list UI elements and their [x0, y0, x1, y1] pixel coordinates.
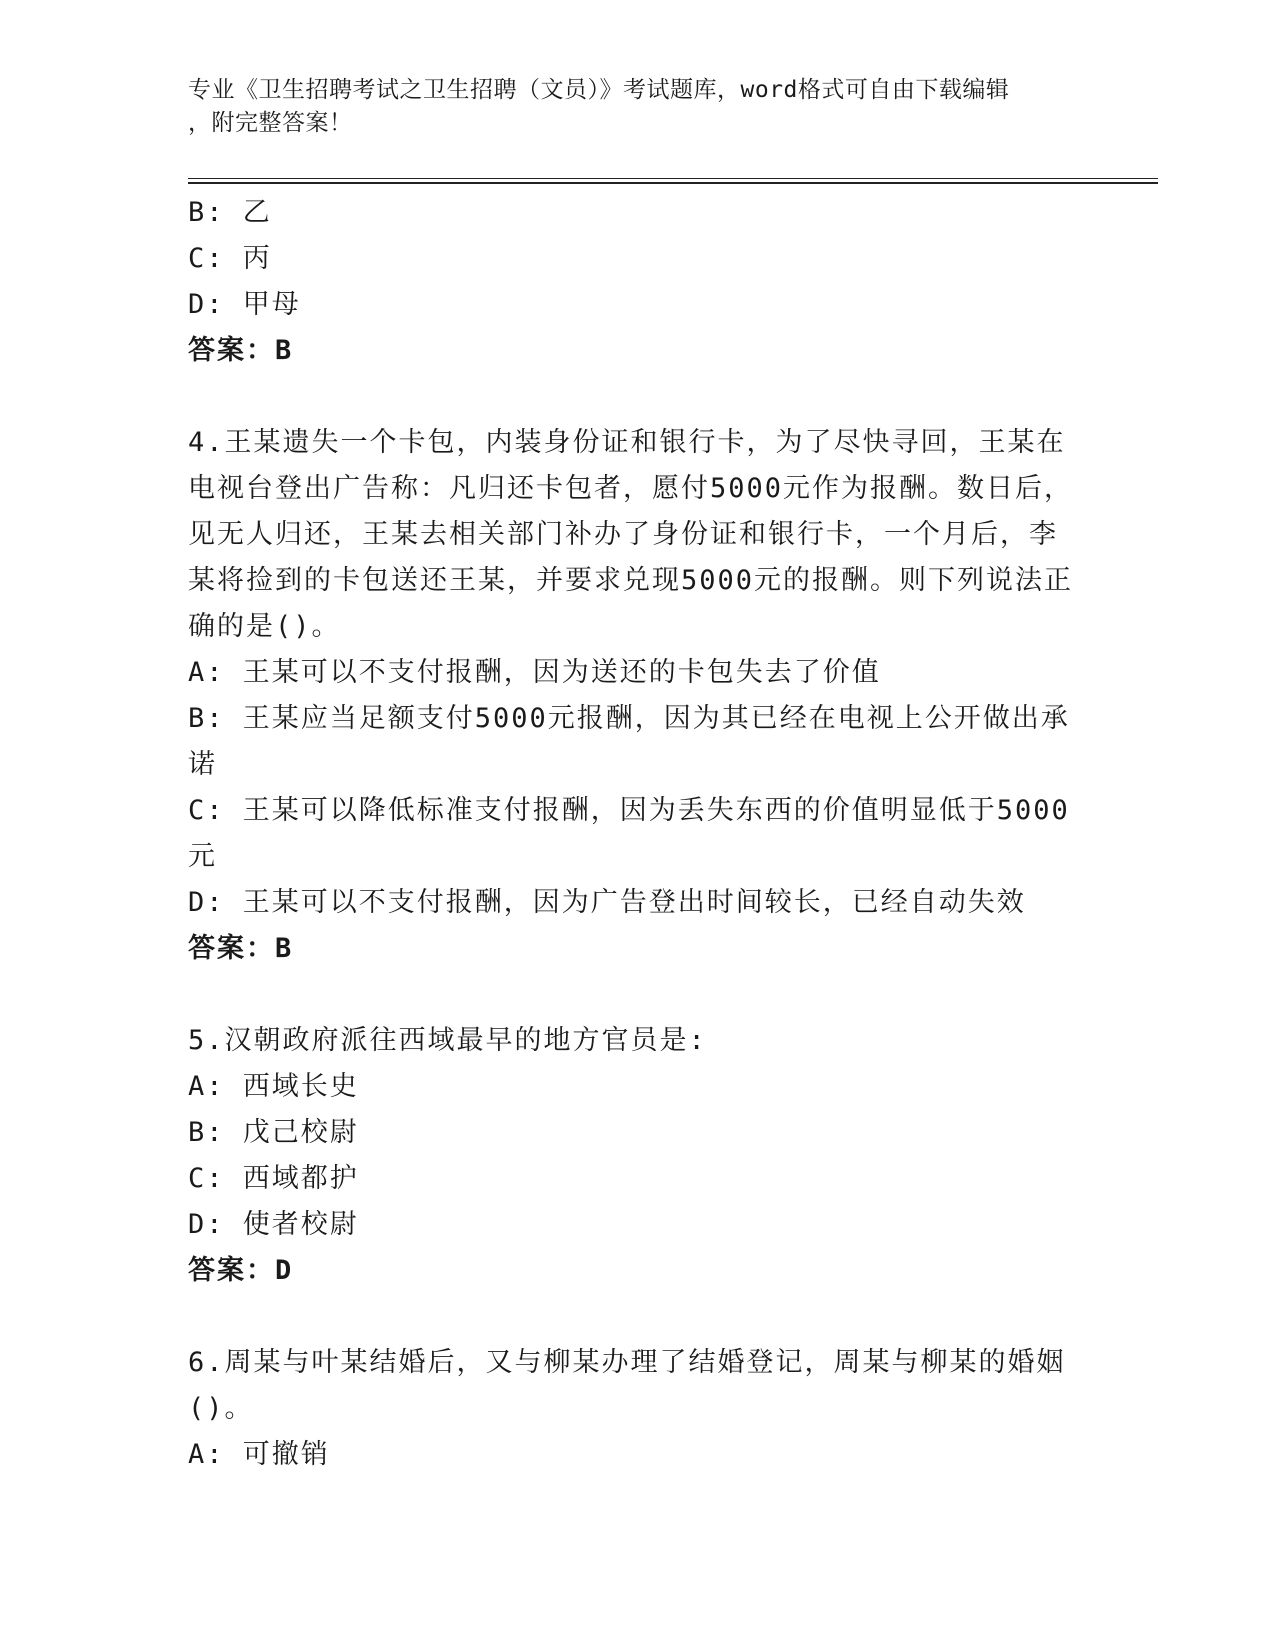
option-d: D: 甲母: [188, 289, 301, 320]
option-b: B: 戊己校尉: [188, 1117, 359, 1148]
option-d: D: 使者校尉: [188, 1209, 359, 1240]
spacer: [188, 1294, 1078, 1340]
question-stem-line: 确的是()。: [188, 611, 341, 642]
spacer: [188, 972, 1078, 1018]
header-line-1: 专业《卫生招聘考试之卫生招聘（文员）》考试题库，word格式可自由下载编辑: [188, 77, 1010, 103]
question-6: [188, 1340, 1078, 1478]
answer-line: 答案：B: [188, 335, 294, 366]
question-stem-line: 4.王某遗失一个卡包，内装身份证和银行卡，为了尽快寻回，王某在: [188, 427, 1066, 458]
question-stem-line: 见无人归还，王某去相关部门补办了身份证和银行卡，一个月后，李: [188, 519, 1058, 550]
answer-line: 答案：B: [188, 933, 294, 964]
spacer: [188, 374, 1078, 420]
question-stem-line: 某将捡到的卡包送还王某，并要求兑现5000元的报酬。则下列说法正: [188, 565, 1074, 596]
question-stem-line: 5.汉朝政府派往西域最早的地方官员是:: [188, 1025, 707, 1056]
header-rule-thin: [188, 178, 1158, 179]
option-a: A: 可撤销: [188, 1439, 330, 1470]
option-a: A: 西域长史: [188, 1071, 359, 1102]
question-5: [188, 1018, 1078, 1294]
header-line-2: ，附完整答案！: [188, 110, 353, 136]
option-c: C: 丙: [188, 243, 272, 274]
option-b: B: 乙: [188, 197, 272, 228]
option-a: A: 王某可以不支付报酬，因为送还的卡包失去了价值: [188, 657, 881, 688]
question-stem-line: ()。: [188, 1393, 254, 1424]
option-c: C: 王某可以降低标准支付报酬，因为丢失东西的价值明显低于5000: [188, 795, 1070, 826]
previous-question-tail: [188, 190, 1078, 374]
question-stem-line: 电视台登出广告称：凡归还卡包者，愿付5000元作为报酬。数日后，: [188, 473, 1074, 504]
question-content: [188, 190, 1078, 1478]
option-b: B: 王某应当足额支付5000元报酬，因为其已经在电视上公开做出承: [188, 703, 1070, 734]
option-b-cont: 诺: [188, 749, 217, 780]
document-header: [188, 74, 1068, 140]
option-c-cont: 元: [188, 841, 217, 872]
option-d: D: 王某可以不支付报酬，因为广告登出时间较长，已经自动失效: [188, 887, 1026, 918]
option-c: C: 西域都护: [188, 1163, 359, 1194]
answer-line: 答案：D: [188, 1255, 294, 1286]
header-rule-thick: [188, 182, 1158, 184]
question-4: [188, 420, 1078, 972]
question-stem-line: 6.周某与叶某结婚后，又与柳某办理了结婚登记，周某与柳某的婚姻: [188, 1347, 1066, 1378]
